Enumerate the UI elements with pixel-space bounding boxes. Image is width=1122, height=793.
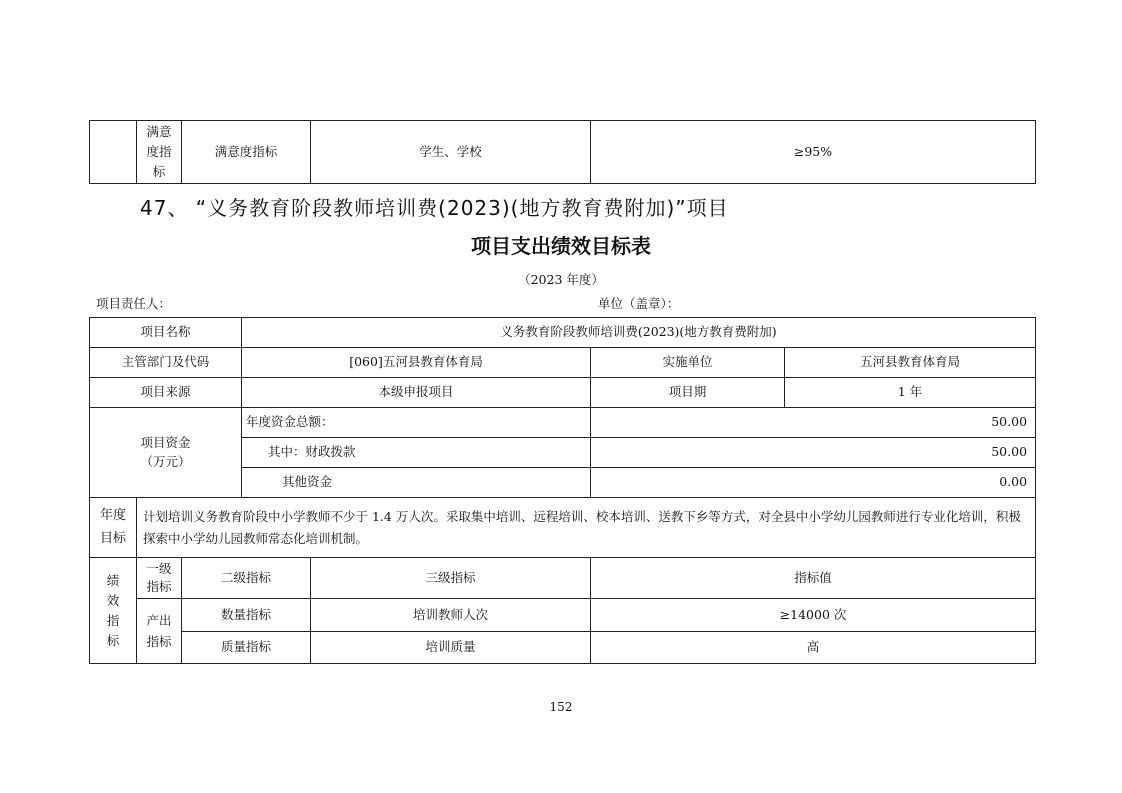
section-heading: 47、 “义务教育阶段教师培训费(2023)(地方教育费附加)”项目 <box>140 196 729 220</box>
period-label: 项目期 <box>591 378 785 408</box>
satisfaction-value: ≥95% <box>591 121 1036 184</box>
row-level3: 培训教师人次 <box>311 599 591 632</box>
period-value: 1 年 <box>785 378 1036 408</box>
unit-seal-label: 单位（盖章）： <box>598 296 680 311</box>
satisfaction-table <box>89 120 1036 184</box>
page-number: 152 <box>549 700 573 714</box>
row-level2: 数量指标 <box>182 599 311 632</box>
row-value: ≥14000 次 <box>591 599 1036 632</box>
perf-indicator-label: 绩效指标 <box>90 558 137 664</box>
row-level3: 培训质量 <box>311 632 591 664</box>
source-label: 项目来源 <box>90 378 242 408</box>
impl-unit-label: 实施单位 <box>591 348 785 378</box>
output-indicator-label: 产出指标 <box>137 599 182 664</box>
funds-total-label: 年度资金总额： <box>242 408 591 438</box>
funds-label-line2: （万元） <box>140 453 191 469</box>
level3-header: 三级指标 <box>311 558 591 599</box>
satisfaction-category: 满意度指标 <box>137 121 182 184</box>
level2-header: 二级指标 <box>182 558 311 599</box>
empty-cell <box>90 121 137 184</box>
value-header: 指标值 <box>591 558 1036 599</box>
source-value: 本级申报项目 <box>242 378 591 408</box>
goal-label: 年度目标 <box>90 498 137 558</box>
funds-total-value: 50.00 <box>591 408 1036 438</box>
level1-header: 一级指标 <box>137 558 182 599</box>
goal-text: 计划培训义务教育阶段中小学教师不少于 1.4 万人次。采取集中培训、远程培训、校本培训、送教下乡等方式，对全县中小学幼儿园教师进行专业化培训，积极探索中小学幼儿园教师常态化培训机制。 <box>137 498 1036 558</box>
row-level2: 质量指标 <box>182 632 311 664</box>
funds-fiscal-value: 50.00 <box>591 438 1036 468</box>
impl-unit-value: 五河县教育体育局 <box>785 348 1036 378</box>
document-year: （2023 年度） <box>518 272 604 287</box>
funds-label-line1: 项目资金 <box>140 435 191 451</box>
funds-other-value: 0.00 <box>591 468 1036 498</box>
dept-value: [060]五河县教育体育局 <box>242 348 591 378</box>
funds-other-label: 其他资金 <box>242 468 591 498</box>
project-name-value: 义务教育阶段教师培训费(2023)(地方教育费附加) <box>242 318 1036 348</box>
row-value: 高 <box>591 632 1036 664</box>
responsible-person-label: 项目责任人： <box>96 296 172 311</box>
document-title: 项目支出绩效目标表 <box>471 234 651 258</box>
funds-label <box>90 408 242 498</box>
performance-table <box>89 317 1036 664</box>
funds-fiscal-label: 其中：财政拨款 <box>242 438 591 468</box>
project-name-label: 项目名称 <box>90 318 242 348</box>
satisfaction-target: 学生、学校 <box>311 121 591 184</box>
dept-label: 主管部门及代码 <box>90 348 242 378</box>
satisfaction-indicator: 满意度指标 <box>182 121 311 184</box>
